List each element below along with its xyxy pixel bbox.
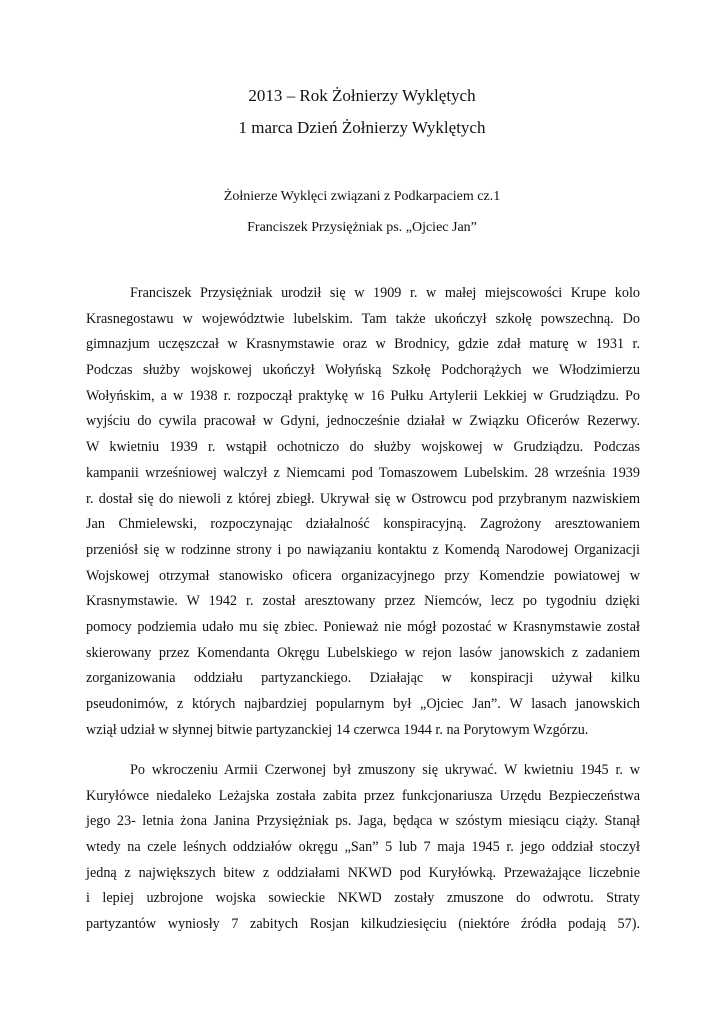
paragraph-line: wtedy na czele leśnych oddziałów okręgu „San” 5 lub 7 maja 1945 r. jego oddział stoczył xyxy=(86,839,640,856)
paragraph-line: jego 23- letnia żona Janina Przysiężniak ps. Jaga, będąca w szóstym miesiącu ciąży. Stanął xyxy=(86,813,640,830)
paragraph-line: W kwietniu 1939 r. wstąpił ochotniczo do służby wojskowej w Grudziądzu. Podczas xyxy=(86,439,640,456)
paragraph-line: i lepiej uzbrojone wojska sowieckie NKWD zostały zmuszone do odwrotu. Straty xyxy=(86,890,640,907)
paragraph-line: pomocy podziemia udało mu się zbiec. Ponieważ nie mógł pozostać w Krasnymstawie został xyxy=(86,618,640,635)
paragraph-line: Krasnymstawie. W 1942 r. został aresztowany przez Niemców, lecz po tygodniu dzięki xyxy=(86,593,640,610)
paragraph-line: skierowany przez Komendanta Okręgu Lubelskiego w rejon lasów janowskich z zadaniem xyxy=(86,644,640,661)
paragraph-line: Jan Chmielewski, rozpoczynając działalność konspiracyjną. Zagrożony aresztowaniem xyxy=(86,516,640,533)
paragraph-line: gimnazjum uczęszczał w Krasnymstawie oraz w Brodnicy, gdzie zdał maturę w 1931 r. xyxy=(86,336,640,353)
paragraph-line: r. dostał się do niewoli z której zbiegł. Ukrywał się w Ostrowcu pod przybranym nazwiskiem xyxy=(86,490,640,507)
paragraph-line: jedną z największych bitew z oddziałami NKWD pod Kuryłówką. Przeważające liczebnie xyxy=(86,864,640,881)
article-subject-name: Franciszek Przysiężniak ps. „Ojciec Jan” xyxy=(247,220,477,235)
paragraph-line: Wojskowej otrzymał stanowisko oficera organizacyjnego przy Komendzie powiatowej w xyxy=(86,567,640,584)
document-title: 2013 – Rok Żołnierzy Wyklętych xyxy=(248,86,476,105)
paragraph-line: kampanii wrześniowej walczył z Niemcami pod Tomaszowem Lubelskim. 28 września 1939 xyxy=(86,464,640,481)
paragraph-line: Wołyńskim, a w 1938 r. rozpoczął praktykę w 16 Pułku Artylerii Lekkiej w Grudziądzu. Po xyxy=(86,387,640,404)
paragraph-line: Franciszek Przysiężniak urodził się w 1909 r. w małej miejscowości Krupe kolo xyxy=(130,285,640,301)
paragraph-line: Podczas służby wojskowej ukończył Wołyńską Szkołę Podchorążych we Włodzimierzu xyxy=(86,362,640,379)
paragraph-line: Kuryłówce niedaleko Leżajska została zabita przez funkcjonariusza Urzędu Bezpieczeństwa xyxy=(86,787,640,804)
paragraph-line: pseudonimów, z których najbardziej popularnym był „Ojciec Jan”. W lasach janowskich xyxy=(86,696,640,712)
paragraph-line: partyzantów wyniosły 7 zabitych Rosjan kilkudziesięciu (niektóre źródła podają 57). xyxy=(86,916,640,933)
document-subtitle: 1 marca Dzień Żołnierzy Wyklętych xyxy=(238,118,486,137)
paragraph-line: przeniósł się w rodzinne strony i po nawiązaniu kontaktu z Komendą Narodowej Organizacji xyxy=(86,541,640,558)
paragraph-line: wyjściu do cywila pracował w Gdyni, jednocześnie działał w Związku Oficerów Rezerwy. xyxy=(86,413,640,430)
paragraph-2 xyxy=(86,758,640,938)
article-series-title: Żołnierze Wyklęci związani z Podkarpaciem cz.1 xyxy=(223,189,501,204)
paragraph-line: Po wkroczeniu Armii Czerwonej był zmuszony się ukrywać. W kwietniu 1945 r. w xyxy=(130,762,640,778)
paragraph-line: Krasnegostawu w województwie lubelskim. Tam także ukończył szkołę powszechną. Do xyxy=(86,310,640,327)
paragraph-line: zorganizowania oddziału partyzanckiego. Działając w konspiracji używał kilku xyxy=(86,670,640,687)
paragraph-1 xyxy=(86,281,640,743)
paragraph-line: wziął udział w słynnej bitwie partyzanckiej 14 czerwca 1944 r. na Porytowym Wzgórzu. xyxy=(86,721,589,738)
